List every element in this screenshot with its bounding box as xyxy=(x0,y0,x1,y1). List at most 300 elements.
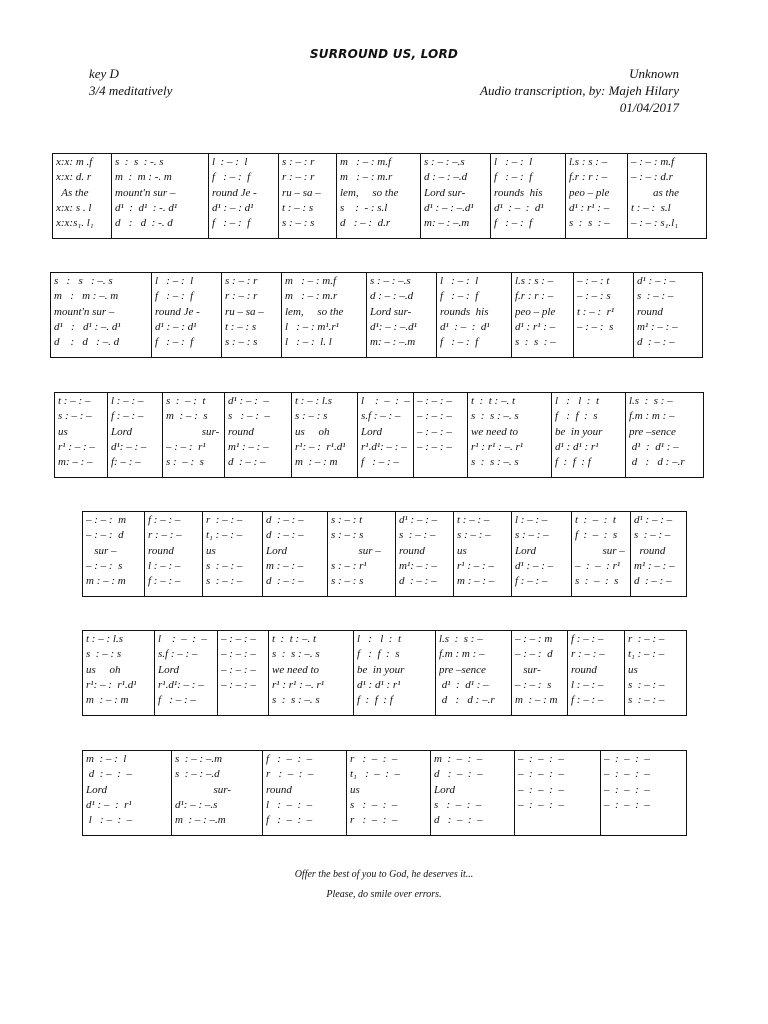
lyric-line: us xyxy=(206,544,216,557)
tenor-line: l : – : – xyxy=(148,559,181,572)
alto-line: m : m : –. m xyxy=(54,290,119,303)
soprano-line: f : – : – xyxy=(571,633,604,645)
soprano-line: – : – : – xyxy=(221,633,256,645)
lyric-line: mount'n sur – xyxy=(54,305,115,318)
soprano-line: – : – : t xyxy=(577,275,610,287)
bass-line: – : – : – xyxy=(604,798,650,811)
soprano-line: r : – : – xyxy=(350,753,398,765)
tenor-line: d¹ : d¹ : – xyxy=(439,678,489,691)
soprano-line: t : t : –. t xyxy=(272,633,316,645)
tenor-line: l : – : – xyxy=(266,798,313,811)
alto-line: x:x: d. r xyxy=(56,171,92,184)
bass-line: m : – : –.m xyxy=(175,814,226,827)
measure-cell xyxy=(601,751,687,836)
measure-cell xyxy=(225,393,292,478)
tenor-line: t : – : r¹ xyxy=(577,305,615,318)
lyric-line: round Je - xyxy=(155,305,200,318)
lyric-line: Lord sur- xyxy=(370,305,412,318)
lyric-line: sur- xyxy=(166,425,220,438)
measure-cell xyxy=(566,154,628,239)
tenor-line: – : – : s xyxy=(515,678,552,691)
bass-line: l : – : l. l xyxy=(285,336,332,349)
soprano-line: d¹ : – : – xyxy=(637,275,676,287)
tenor-line: t : – : s xyxy=(282,201,314,214)
measure-cell xyxy=(145,512,203,597)
tenor-line: s : – : – xyxy=(628,678,665,691)
lyric-line: round xyxy=(148,544,174,557)
measure-cell xyxy=(572,512,631,597)
measure-cell xyxy=(328,512,396,597)
lyric-line: us xyxy=(628,663,638,676)
measure-cell xyxy=(515,751,601,836)
bass-line: s : – : s xyxy=(282,217,315,230)
tenor-line: x:x: s . l xyxy=(56,201,92,214)
alto-line: t₁ : – : – xyxy=(350,768,400,781)
bass-line: m : – : m xyxy=(295,456,338,469)
soprano-line: m : – : m.f xyxy=(340,156,392,168)
lyric-line: we need to xyxy=(272,663,320,676)
measure-cell xyxy=(112,154,209,239)
soprano-line: d : – : – xyxy=(266,514,304,526)
lyric-line: round xyxy=(571,663,597,676)
key-label: key D xyxy=(89,66,119,81)
measure-cell xyxy=(203,512,263,597)
bass-line: – : – : – xyxy=(417,440,452,453)
tenor-line: r¹: – : r¹.d¹ xyxy=(295,440,346,453)
bass-line: s : – : s xyxy=(331,575,364,588)
soprano-line: l.s : s : – xyxy=(569,156,608,168)
alto-line: – : – : – xyxy=(604,768,650,781)
soprano-line: l : – : l xyxy=(440,275,479,287)
tenor-line: r¹.d¹: – : – xyxy=(361,440,407,453)
alto-line: – : – : – xyxy=(518,768,564,781)
lyric-line: mount'n sur – xyxy=(115,186,176,199)
lyric-line: round xyxy=(634,544,666,557)
measure-cell xyxy=(108,393,163,478)
soprano-line: l : l : t xyxy=(555,395,599,407)
soprano-line: f : – : – xyxy=(266,753,313,765)
soprano-line: s : – : r xyxy=(282,156,315,168)
bass-line: m : – : m xyxy=(86,575,126,588)
measure-cell xyxy=(354,631,436,716)
bass-line: f : – : – xyxy=(571,694,604,707)
alto-line: f : – : – xyxy=(111,410,144,423)
alto-line: s : – : – xyxy=(634,529,671,542)
bass-line: l : – : – xyxy=(86,814,133,827)
tenor-line: l : – : – xyxy=(571,678,604,691)
alto-line: f : f : s xyxy=(357,648,400,661)
transcription-date: 01/04/2017 xyxy=(619,100,679,115)
alto-line: d : – : –.d xyxy=(370,290,414,303)
bass-line: d : – : – xyxy=(228,456,266,469)
tenor-line: s : – : – xyxy=(434,798,482,811)
measure-cell xyxy=(51,273,152,358)
tenor-line: d¹ : – : r¹ xyxy=(86,798,132,811)
soprano-line: l.s : s : – xyxy=(629,395,673,407)
measure-cell xyxy=(155,631,218,716)
measure-cell xyxy=(625,631,687,716)
tenor-line: – : – : – xyxy=(604,783,650,796)
lyric-line: round xyxy=(637,305,663,318)
alto-line: s : s : –. s xyxy=(471,410,519,423)
measure-cell xyxy=(337,154,421,239)
tenor-line: r¹ : – : – xyxy=(457,559,494,572)
measure-cell xyxy=(626,393,704,478)
lyric-line: rounds his xyxy=(440,305,489,318)
measure-cell xyxy=(218,631,269,716)
lyric-line: sur – xyxy=(331,544,381,557)
bass-line: f : – : – xyxy=(158,694,196,707)
bass-line: f : – : – xyxy=(266,814,313,827)
soprano-line: t : – : t xyxy=(575,514,616,526)
meta-right xyxy=(480,65,679,116)
bass-line: – : – : – xyxy=(518,798,564,811)
soprano-line: t : – : l.s xyxy=(86,633,123,645)
lyric-line: round xyxy=(228,425,254,438)
alto-line: m : m : -. m xyxy=(115,171,172,184)
lyric-line: pre –sence xyxy=(629,425,676,438)
tenor-line: d¹ : – : d¹ xyxy=(494,201,544,214)
bass-line: m : – : – xyxy=(457,575,495,588)
soprano-line: s : – : –.s xyxy=(424,156,465,168)
alto-line: – : – : s xyxy=(577,290,611,303)
alto-line: f : – : f xyxy=(155,290,194,303)
bass-line: – : – : s₁.l₁ xyxy=(631,217,679,230)
soprano-line: s : – : r xyxy=(225,275,258,287)
alto-line: f.m : m : – xyxy=(629,410,675,423)
measure-cell xyxy=(279,154,337,239)
bass-line: s : s : – xyxy=(515,336,556,349)
soprano-line: t : – : l.s xyxy=(295,395,332,407)
measure-cell xyxy=(53,154,112,239)
measure-cell xyxy=(83,631,155,716)
alto-line: f : – : f xyxy=(494,171,533,184)
soprano-line: t : t : –. t xyxy=(471,395,515,407)
measure-cell xyxy=(55,393,108,478)
alto-line: s.f : – : – xyxy=(361,410,401,423)
lyric-line: Lord xyxy=(266,544,287,557)
bass-line: s : s : –. s xyxy=(272,694,320,707)
soprano-line: l.s : s : – xyxy=(439,633,483,645)
tenor-line: l : – : m¹.r¹ xyxy=(285,320,339,333)
alto-line: – : – : d xyxy=(515,648,553,661)
tenor-line: – : – : r¹ xyxy=(575,559,621,572)
soprano-line: l : – : l xyxy=(494,156,533,168)
soprano-line: x:x: m .f xyxy=(56,156,93,168)
soprano-line: s : – : –.s xyxy=(370,275,411,287)
score-block-1 xyxy=(52,153,707,239)
bass-line: d : – : – xyxy=(434,814,483,827)
bass-line: s : – : s xyxy=(166,456,204,469)
measure-cell xyxy=(512,512,572,597)
measure-cell xyxy=(512,631,568,716)
soprano-line: m : – : – xyxy=(434,753,483,765)
lyric-line: pre –sence xyxy=(439,663,486,676)
measure-cell xyxy=(292,393,358,478)
tenor-line: r¹ : – : – xyxy=(58,440,95,453)
bass-line: f : – : – xyxy=(148,575,181,588)
tenor-line: m¹ : – : – xyxy=(637,320,678,333)
soprano-line: l : – : – xyxy=(515,514,548,526)
bass-line: s : s : – xyxy=(569,217,610,230)
soprano-line: – : – : – xyxy=(518,753,564,765)
bass-line: d : – : d.r xyxy=(340,217,391,230)
bass-line: f : – : f xyxy=(440,336,479,349)
bass-line: s : – : s xyxy=(225,336,258,349)
tenor-line: r¹ : r¹ : –. r¹ xyxy=(272,678,325,691)
alto-line: m : – : m.r xyxy=(340,171,393,184)
soprano-line: – : – : – xyxy=(604,753,650,765)
soprano-line: l : – : l xyxy=(155,275,194,287)
lyric-line: lem, so the xyxy=(285,305,344,318)
measure-cell xyxy=(83,751,172,836)
soprano-line: r : – : – xyxy=(206,514,243,526)
lyric-line: Lord xyxy=(158,663,179,676)
soprano-line: m : – : m.f xyxy=(285,275,337,287)
lyric-line: peo – ple xyxy=(515,305,556,318)
score-block-2 xyxy=(50,272,703,358)
bass-line: m : – : m xyxy=(86,694,129,707)
alto-line: f : f : s xyxy=(555,410,598,423)
soprano-line: s : s : -. s xyxy=(115,156,164,168)
lyric-line: us oh xyxy=(295,425,330,438)
alto-line: r : – : – xyxy=(571,648,605,661)
alto-line: d : – : – xyxy=(434,768,483,781)
lyric-line: be in your xyxy=(357,663,405,676)
measure-cell xyxy=(468,393,552,478)
bass-line: f : – : – xyxy=(515,575,548,588)
bass-line: f : f : f xyxy=(555,456,591,469)
lyric-line: rounds his xyxy=(494,186,543,199)
measure-cell xyxy=(437,273,512,358)
transcriber: Audio transcription, by: Majeh Hilary xyxy=(480,83,679,98)
bass-line: f: – : – xyxy=(111,456,141,469)
bass-line: d : d : –. d xyxy=(54,336,120,349)
alto-line: f.r : r : – xyxy=(569,171,608,184)
alto-line: r : – : r xyxy=(282,171,315,184)
tenor-line: d¹ : r¹ : – xyxy=(569,201,610,214)
tenor-line: m¹: – : – xyxy=(399,559,437,572)
alto-line: f.m : m : – xyxy=(439,648,485,661)
alto-line: s : – : s xyxy=(86,648,122,661)
measure-cell xyxy=(282,273,367,358)
bass-line: f : – : f xyxy=(494,217,533,230)
measure-cell xyxy=(552,393,626,478)
bass-line: d : d : –.r xyxy=(629,456,685,469)
alto-line: d : – : – xyxy=(266,529,304,542)
lyric-line: sur – xyxy=(86,544,117,557)
lyric-line: we need to xyxy=(471,425,519,438)
alto-line: m : – : s xyxy=(166,410,208,423)
alto-line: s : – : – xyxy=(228,410,270,423)
alto-line: s : s : –. s xyxy=(272,648,320,661)
tenor-line: d¹ : – : d¹ xyxy=(212,201,254,214)
lyric-line: ru – sa – xyxy=(282,186,321,199)
alto-line: r : – : – xyxy=(266,768,314,781)
lyric-line: Lord xyxy=(86,783,107,796)
score-block-5 xyxy=(82,630,687,716)
alto-line: t₁ : – : – xyxy=(628,648,665,661)
tenor-line: – : – : – xyxy=(417,425,452,438)
tenor-line: d¹ : d¹ : -. d¹ xyxy=(115,201,178,214)
measure-cell xyxy=(568,631,625,716)
alto-line: f.r : r : – xyxy=(515,290,554,303)
soprano-line: s : – : t xyxy=(331,514,363,526)
score-block-6 xyxy=(82,750,687,836)
time-signature: 3/4 meditatively xyxy=(89,83,173,98)
measure-cell xyxy=(367,273,437,358)
tenor-line: d¹ : d¹ : r¹ xyxy=(555,440,599,453)
alto-line: s : – : – xyxy=(399,529,436,542)
lyric-line: as the xyxy=(631,186,679,199)
tenor-line: – : – : – xyxy=(221,663,256,676)
lyric-line: Lord xyxy=(515,544,536,557)
measure-cell xyxy=(152,273,222,358)
tenor-line: d¹ : d¹ : –. d¹ xyxy=(54,320,121,333)
soprano-line: l : – : – xyxy=(158,633,207,645)
lyric-line: ru – sa – xyxy=(225,305,264,318)
tenor-line: d¹ : d¹ : – xyxy=(629,440,679,453)
composer: Unknown xyxy=(629,66,679,81)
measure-cell xyxy=(631,512,687,597)
tenor-line: s : – : – xyxy=(350,798,398,811)
song-title: SURROUND US, LORD xyxy=(309,47,459,61)
bass-line: d : – : – xyxy=(399,575,437,588)
tenor-line: r¹.d¹: – : – xyxy=(158,678,204,691)
soprano-line: f : – : – xyxy=(148,514,181,526)
soprano-line: r : – : – xyxy=(628,633,665,645)
tenor-line: t : – : s xyxy=(225,320,257,333)
tenor-line: d¹ : – : – xyxy=(515,559,554,572)
alto-line: d : – : –.d xyxy=(424,171,468,184)
alto-line: s : – : s xyxy=(295,410,328,423)
score-block-3 xyxy=(54,392,704,478)
soprano-line: m : – : l xyxy=(86,753,127,765)
soprano-line: s : – : –.m xyxy=(175,753,223,765)
soprano-line: l : – : l xyxy=(212,156,248,168)
measure-cell xyxy=(269,631,354,716)
score-block-4 xyxy=(82,511,687,597)
lyric-line: us oh xyxy=(86,663,121,676)
bass-line: d : – : – xyxy=(634,575,672,588)
soprano-line: l.s : s : – xyxy=(515,275,554,287)
measure-cell xyxy=(634,273,703,358)
measure-cell xyxy=(172,751,263,836)
measure-cell xyxy=(491,154,566,239)
measure-cell xyxy=(222,273,282,358)
measure-cell xyxy=(414,393,468,478)
soprano-line: d¹ : – : – xyxy=(634,514,673,526)
footer-dedication: Offer the best of you to God, he deserves it... xyxy=(294,869,474,880)
footer-note: Please, do smile over errors. xyxy=(326,889,442,900)
bass-line: d : – : – xyxy=(637,336,675,349)
measure-cell xyxy=(83,512,145,597)
bass-line: s : – : – xyxy=(628,694,665,707)
bass-line: – : – : – xyxy=(221,678,256,691)
tenor-line: r¹: – : r¹.d¹ xyxy=(86,678,137,691)
measure-cell xyxy=(454,512,512,597)
tenor-line: s : - : s.l xyxy=(340,201,388,214)
measure-cell xyxy=(421,154,491,239)
measure-cell xyxy=(209,154,279,239)
soprano-line: – : – : m xyxy=(515,633,553,645)
bass-line: m: – : –.m xyxy=(370,336,416,349)
lyric-line: round xyxy=(266,783,292,796)
soprano-line: s : s : –. s xyxy=(54,275,113,287)
lyric-line: round Je - xyxy=(212,186,257,199)
alto-line: s.f : – : – xyxy=(158,648,198,661)
lyric-line: round xyxy=(399,544,425,557)
alto-line: m : – : m.r xyxy=(285,290,338,303)
soprano-line: – : – : m.f xyxy=(631,156,675,168)
tenor-line: s : – : r¹ xyxy=(331,559,367,572)
alto-line: – : – : d.r xyxy=(631,171,673,184)
tenor-line: d¹ : d¹ : r¹ xyxy=(357,678,401,691)
measure-cell xyxy=(431,751,515,836)
alto-line: s : – : – xyxy=(637,290,674,303)
alto-line: – : – : – xyxy=(221,648,256,661)
soprano-line: s : – : t xyxy=(166,395,206,407)
lyric-line: lem, so the xyxy=(340,186,399,199)
alto-line: s : – : –.d xyxy=(175,768,220,781)
bass-line: d : d : –.r xyxy=(439,694,495,707)
tenor-line: s : – : – xyxy=(206,559,243,572)
tenor-line: m¹ : – : – xyxy=(228,440,269,453)
tenor-line: m¹ : – : – xyxy=(634,559,675,572)
soprano-line: l : l : t xyxy=(357,633,401,645)
lyric-line: sur- xyxy=(515,663,541,676)
measure-cell xyxy=(358,393,414,478)
bass-line: m: – : –.m xyxy=(424,217,470,230)
alto-line: r : – : r xyxy=(225,290,258,303)
lyric-line: be in your xyxy=(555,425,603,438)
bass-line: f : f : f xyxy=(357,694,393,707)
lyric-line: us xyxy=(350,783,360,796)
soprano-line: t : – : – xyxy=(58,395,91,407)
alto-line: s : – : – xyxy=(58,410,92,423)
measure-cell xyxy=(512,273,574,358)
measure-cell xyxy=(347,751,431,836)
bass-line: f : – : f xyxy=(212,217,251,230)
lyric-line: Lord xyxy=(434,783,455,796)
bass-line: – : – : s xyxy=(577,320,614,333)
alto-line: s : – : s xyxy=(331,529,364,542)
bass-line: d : d : -. d xyxy=(115,217,173,230)
soprano-line: d¹ : – : – xyxy=(228,395,269,407)
soprano-line: l : – : – xyxy=(111,395,144,407)
tenor-line: d¹ : – : d¹ xyxy=(440,320,490,333)
tenor-line: d¹ : r¹ : – xyxy=(515,320,556,333)
bass-line: f : – : f xyxy=(155,336,194,349)
measure-cell xyxy=(436,631,512,716)
alto-line: f : – : f xyxy=(212,171,251,184)
bass-line: d : – : – xyxy=(266,575,304,588)
tenor-line: d¹: – : –.d¹ xyxy=(370,320,417,333)
measure-cell xyxy=(628,154,707,239)
tenor-line: d¹ : – : d¹ xyxy=(155,320,197,333)
measure-cell xyxy=(163,393,225,478)
bass-line: m : – : m xyxy=(515,694,558,707)
bass-line: s : s : –. s xyxy=(471,456,519,469)
alto-line: s : – : – xyxy=(457,529,491,542)
tenor-line: d¹ : – : –.d¹ xyxy=(424,201,474,214)
soprano-line: d¹ : – : – xyxy=(399,514,438,526)
soprano-line: – : – : – xyxy=(417,395,452,407)
alto-line: f : – : s xyxy=(575,529,618,542)
alto-line: – : – : d xyxy=(86,529,124,542)
tenor-line: t : – : s.l xyxy=(631,201,671,214)
alto-line: t₁ : – : – xyxy=(206,529,243,542)
